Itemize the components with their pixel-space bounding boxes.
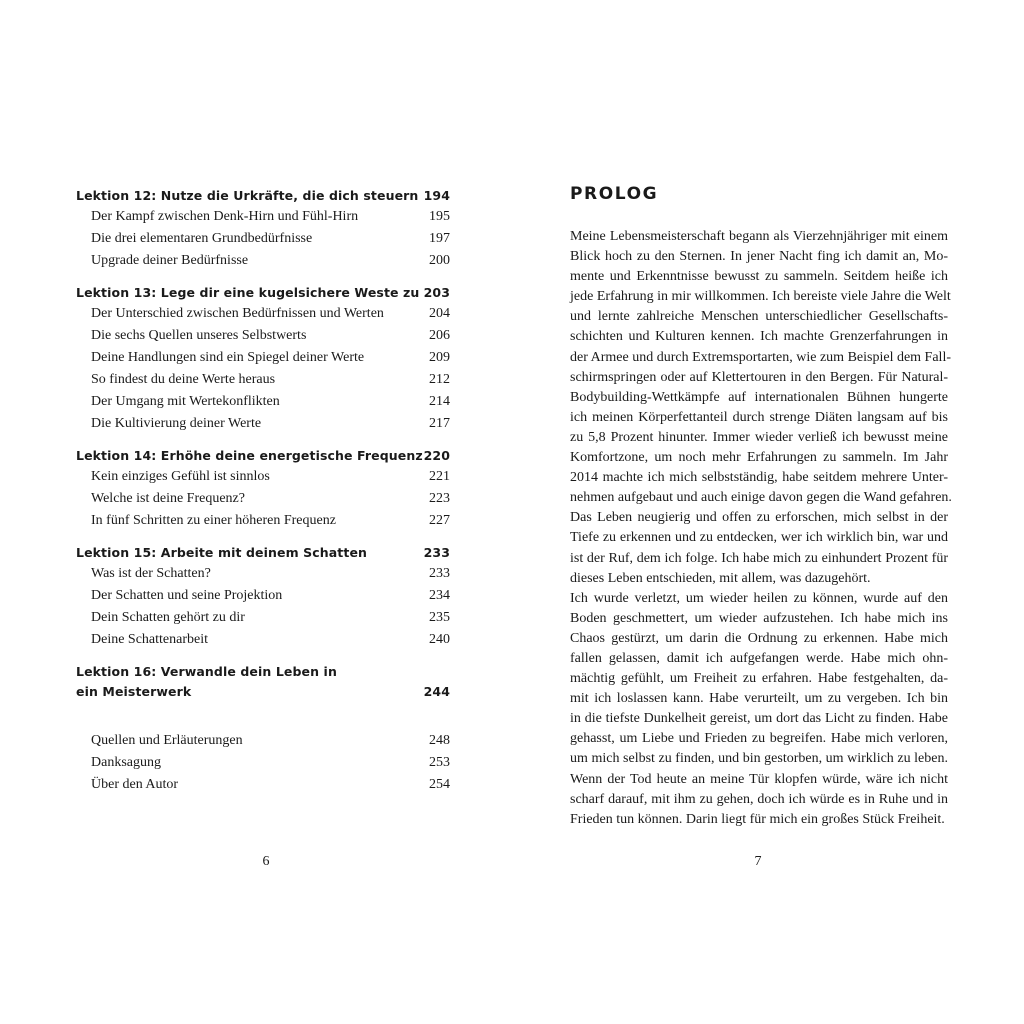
toc-entry-page: 254 xyxy=(429,777,450,792)
prolog-text-line: Wenn der Tod heute an meine Tür klopfen würde, wäre ich nicht xyxy=(570,771,948,787)
toc-entry-page: 227 xyxy=(429,513,450,528)
right-page xyxy=(512,0,1024,1024)
toc-entry-title: Der Umgang mit Wertekonflikten xyxy=(91,394,280,409)
prolog-text-line: der Armee und durch Extremsportarten, wie zum Beispiel dem Fall- xyxy=(570,349,952,365)
toc-lesson-page: 194 xyxy=(423,188,450,203)
toc-entry-title: Die sechs Quellen unseres Selbstwerts xyxy=(91,328,307,343)
toc-entry xyxy=(76,206,450,228)
prolog-text-line: um mich selbst zu finden, und bin gestorben, um wirklich zu leben. xyxy=(570,751,948,767)
toc-lesson-heading xyxy=(76,446,450,466)
toc-entry xyxy=(76,228,450,250)
toc-entry-title: Quellen und Erläuterungen xyxy=(91,733,243,748)
toc-lesson-title: Lektion 12: Nutze die Urkräfte, die dich steuern xyxy=(76,188,419,203)
toc-entry-title: Dein Schatten gehört zu dir xyxy=(91,610,245,625)
prolog-text-line: zu 5,8 Prozent hinunter. Immer wieder verließ ich bewusst meine xyxy=(570,429,948,445)
toc-entry-page: 233 xyxy=(429,566,450,581)
toc-entry-page: 248 xyxy=(429,733,450,748)
toc-appendix-entry xyxy=(76,774,450,796)
prolog-text-line: Bodybuilding-Wettkämpfe auf internationalen Bühnen hungerte xyxy=(570,389,948,405)
toc-lesson-page: 233 xyxy=(423,545,450,560)
toc-entry-page: 223 xyxy=(429,491,450,506)
toc-entry-title: Der Kampf zwischen Denk-Hirn und Fühl-Hirn xyxy=(91,209,359,224)
prolog-text-line: Ich wurde verletzt, um wieder heilen zu können, wurde auf den xyxy=(570,590,948,606)
toc-lesson-page: 244 xyxy=(423,684,450,699)
right-page-number: 7 xyxy=(754,854,762,869)
toc-lesson-heading xyxy=(76,283,450,303)
toc-entry-title: In fünf Schritten zu einer höheren Frequenz xyxy=(91,513,336,528)
toc-entry-title: Der Schatten und seine Projektion xyxy=(91,588,283,603)
toc-entry xyxy=(76,629,450,651)
toc-entry-title: Deine Schattenarbeit xyxy=(91,632,209,647)
toc-entry-page: 206 xyxy=(429,328,450,343)
prolog-text-line: mit ich loslassen kann. Habe verurteilt, um zu vergeben. Ich bin xyxy=(570,691,948,707)
toc-entry-page: 209 xyxy=(429,350,450,365)
toc-lesson-page: 220 xyxy=(423,448,450,463)
toc-entry-page: 200 xyxy=(429,253,450,268)
prolog-text-line: Chaos gestürzt, um darin die Ordnung zu erkennen. Habe mich xyxy=(570,630,948,646)
toc-entry-page: 217 xyxy=(429,416,450,431)
toc-entry-page: 221 xyxy=(429,469,450,484)
toc-entry-page: 253 xyxy=(429,755,450,770)
toc-entry-page: 235 xyxy=(429,610,450,625)
toc-entry xyxy=(76,347,450,369)
toc-entry-page: 214 xyxy=(429,394,450,409)
toc-lesson-title: Lektion 14: Erhöhe deine energetische Frequenz xyxy=(76,448,423,463)
toc-lesson-title: Lektion 15: Arbeite mit deinem Schatten xyxy=(76,545,368,560)
toc-entry-title: Die drei elementaren Grundbedürfnisse xyxy=(91,231,313,246)
toc-entry xyxy=(76,510,450,532)
prolog-text-line: fallen gelassen, damit ich aufgefangen werde. Habe mich ohn- xyxy=(570,650,948,666)
toc-entry-title: Danksagung xyxy=(91,755,161,770)
prolog-text-line: gehasst, um Liebe und Frieden zu begreifen. Habe mich verloren, xyxy=(570,731,948,747)
prolog-text-line: ich meinen Körperfettanteil durch strenge Diäten langsam auf bis xyxy=(570,409,948,425)
toc-lesson-page: 203 xyxy=(423,285,450,300)
prolog-text-line: jede Erfahrung in mir willkommen. Ich bereiste viele Jahre die Welt xyxy=(570,289,951,305)
prolog-text-line: Das Leben neugierig und offen zu erforschen, mich selbst in der xyxy=(570,510,948,526)
toc-lesson-heading xyxy=(76,186,450,206)
toc-entry-page: 197 xyxy=(429,231,450,246)
toc-entry xyxy=(76,488,450,510)
toc-entry-page: 240 xyxy=(429,632,450,647)
toc-entry xyxy=(76,585,450,607)
toc-entry-title: Welche ist deine Frequenz? xyxy=(91,491,245,506)
toc-lesson-heading xyxy=(76,662,450,702)
toc-lesson-title: Lektion 16: Verwandle dein Leben in ein Meisterwerk xyxy=(76,664,337,699)
toc-lesson-heading xyxy=(76,543,450,563)
toc-entry-title: Die Kultivierung deiner Werte xyxy=(91,416,262,431)
toc-appendix-entry xyxy=(76,752,450,774)
prolog-text-line: mente und Erkenntnisse bewusst zu sammeln. Seitdem heiße ich xyxy=(570,269,948,285)
prolog-text-line: dieses Leben entschieden, mit allem, was dazugehört. xyxy=(570,570,871,586)
prolog-text-line: Frieden tun können. Darin liegt für mich ein großes Stück Freiheit. xyxy=(570,811,945,827)
prolog-text-line: Boden geschmettert, um wieder aufzustehen. Ich habe mich ins xyxy=(570,610,948,626)
toc-entry xyxy=(76,413,450,435)
prolog-text-line: mächtig gefühlt, um Freiheit zu erfahren. Habe festgehalten, da- xyxy=(570,671,948,687)
prolog-text-line: nehmen aufgebaut und auch einige davon gegen die Wand gefahren. xyxy=(570,490,952,506)
toc-entry-title: Über den Autor xyxy=(91,777,179,792)
toc-appendix xyxy=(76,730,450,796)
toc-entry-title: Deine Handlungen sind ein Spiegel deiner Werte xyxy=(91,350,365,365)
toc-entry-title: So findest du deine Werte heraus xyxy=(91,372,276,387)
toc-entry xyxy=(76,303,450,325)
prolog-text-line: Komfortzone, um noch mehr Erfahrungen zu sammeln. Im Jahr xyxy=(570,450,948,466)
toc-entry-page: 195 xyxy=(429,209,450,224)
toc-entry xyxy=(76,325,450,347)
prolog-text-line: schichten und Kulturen kennen. Ich machte Grenzerfahrungen in xyxy=(570,329,948,345)
toc-entry xyxy=(76,369,450,391)
toc-entry-title: Was ist der Schatten? xyxy=(91,566,211,581)
toc-entry xyxy=(76,563,450,585)
prolog-text-line: scharf darauf, mit ihm zu gehen, doch ich würde es in Ruhe und in xyxy=(570,791,948,807)
left-page-number: 6 xyxy=(262,854,270,869)
toc-entry-title: Upgrade deiner Bedürfnisse xyxy=(91,253,249,268)
toc-entry xyxy=(76,607,450,629)
prolog-text-line: 2014 machte ich mich selbstständig, habe seitdem mehrere Unter- xyxy=(570,470,948,486)
prolog-heading: PROLOG xyxy=(570,184,659,204)
prolog-text-line: schirmspringen oder auf Klettertouren in den Bergen. Für Natural- xyxy=(570,369,948,385)
toc-appendix-entry xyxy=(76,730,450,752)
toc-entry xyxy=(76,391,450,413)
toc-lesson-title: Lektion 13: Lege dir eine kugelsichere Weste zu xyxy=(76,285,420,300)
table-of-contents xyxy=(76,186,450,796)
prolog-text-line: Blick hoch zu den Sternen. In jener Nacht fing ich damit an, Mo- xyxy=(570,249,948,265)
prolog-text-line: und lernte zahlreiche Menschen unterschiedlicher Gesellschafts- xyxy=(570,309,948,325)
toc-entry-title: Kein einziges Gefühl ist sinnlos xyxy=(91,469,270,484)
prolog-text-line: Meine Lebensmeisterschaft begann als Vierzehnjähriger mit einem xyxy=(570,229,948,244)
toc-entry-page: 204 xyxy=(429,306,450,321)
prolog-text-line: ist der Ruf, dem ich folge. Ich habe mich zu einhundert Prozent für xyxy=(570,550,948,566)
prolog-text-line: Tiefe zu erkennen und zu entdecken, wer ich wirklich bin, war und xyxy=(570,530,948,546)
prolog-text-line: in die tiefste Dunkelheit gereist, um dort das Licht zu finden. Habe xyxy=(570,711,948,727)
toc-entry-page: 212 xyxy=(429,372,450,387)
prolog-body-text xyxy=(570,227,952,830)
toc-entry xyxy=(76,466,450,488)
toc-entry xyxy=(76,250,450,272)
toc-entry-title: Der Unterschied zwischen Bedürfnissen und Werten xyxy=(91,306,384,321)
toc-entry-page: 234 xyxy=(429,588,450,603)
